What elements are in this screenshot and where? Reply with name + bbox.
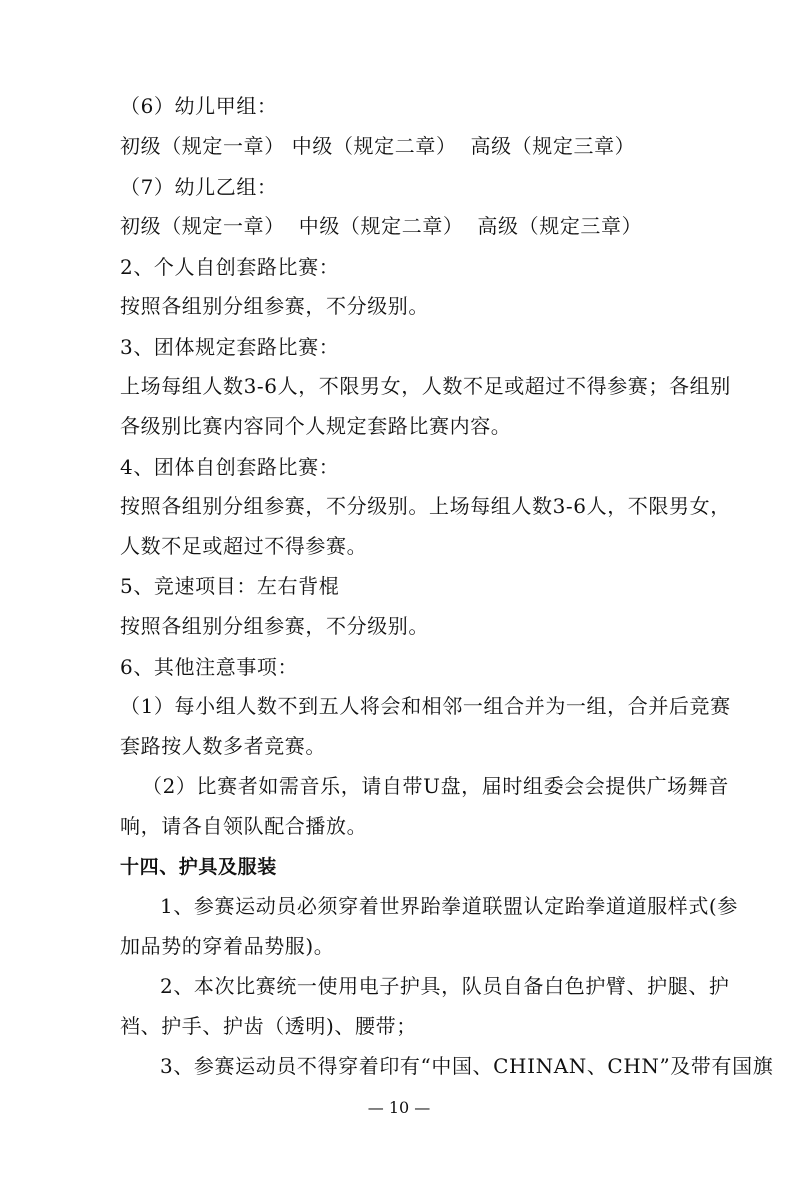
text-line-item3-body-1: 上场每组人数3-6人，不限男女，人数不足或超过不得参赛；各组别 [120, 374, 731, 398]
text-line-item4-body-1: 按照各组别分组参赛，不分级别。上场每组人数3-6人，不限男女， [120, 494, 731, 518]
text-line-item6-note1-1: （1）每小组人数不到五人将会和相邻一组合并为一组，合并后竞赛 [120, 694, 731, 718]
text-line-gear1-1: 1、参赛运动员必须穿着世界跆拳道联盟认定跆拳道道服样式(参 [160, 894, 738, 918]
text-line-item3-heading: 3、团体规定套路比赛： [120, 335, 340, 359]
text-line-gear1-2: 加品势的穿着品势服)。 [120, 934, 335, 958]
text-line-item6-note2-2: 响，请各自领队配合播放。 [120, 814, 368, 838]
text-line-item6-note2-1: （2）比赛者如需音乐，请自带U盘，届时组委会会提供广场舞音 [142, 774, 729, 798]
text-line-item2-heading: 2、个人自创套路比赛： [120, 255, 340, 279]
text-line-item3-body-2: 各级别比赛内容同个人规定套路比赛内容。 [120, 414, 512, 438]
text-line-item6-note1-2: 套路按人数多者竞赛。 [120, 734, 326, 758]
section-heading-protective-gear: 十四、护具及服装 [120, 856, 277, 878]
text-line-gear2-1: 2、本次比赛统一使用电子护具，队员自备白色护臂、护腿、护 [160, 974, 730, 998]
text-line-gear2-2: 裆、护手、护齿（透明)、腰带； [120, 1014, 417, 1038]
text-line-item2-body: 按照各组别分组参赛，不分级别。 [120, 294, 429, 318]
page-number: — 10 — [367, 1098, 431, 1117]
text-line-gear3-1: 3、参赛运动员不得穿着印有“中国、CHINAN、CHN”及带有国旗 [160, 1054, 774, 1078]
text-line-item4-body-2: 人数不足或超过不得参赛。 [120, 534, 368, 558]
text-line-item6-heading: 6、其他注意事项： [120, 655, 299, 679]
text-line-item4-heading: 4、团体自创套路比赛： [120, 455, 340, 479]
text-line-group7-levels: 初级（规定一章） 中级（规定二章） 高级（规定三章） [120, 214, 643, 238]
text-line-group6-levels: 初级（规定一章） 中级（规定二章） 高级（规定三章） [120, 134, 636, 158]
text-line-group7-heading: （7）幼儿乙组： [120, 175, 278, 199]
text-line-item5-heading: 5、竞速项目：左右背棍 [120, 574, 340, 598]
text-line-item5-body: 按照各组别分组参赛，不分级别。 [120, 614, 429, 638]
text-line-group6-heading: （6）幼儿甲组： [120, 94, 278, 118]
